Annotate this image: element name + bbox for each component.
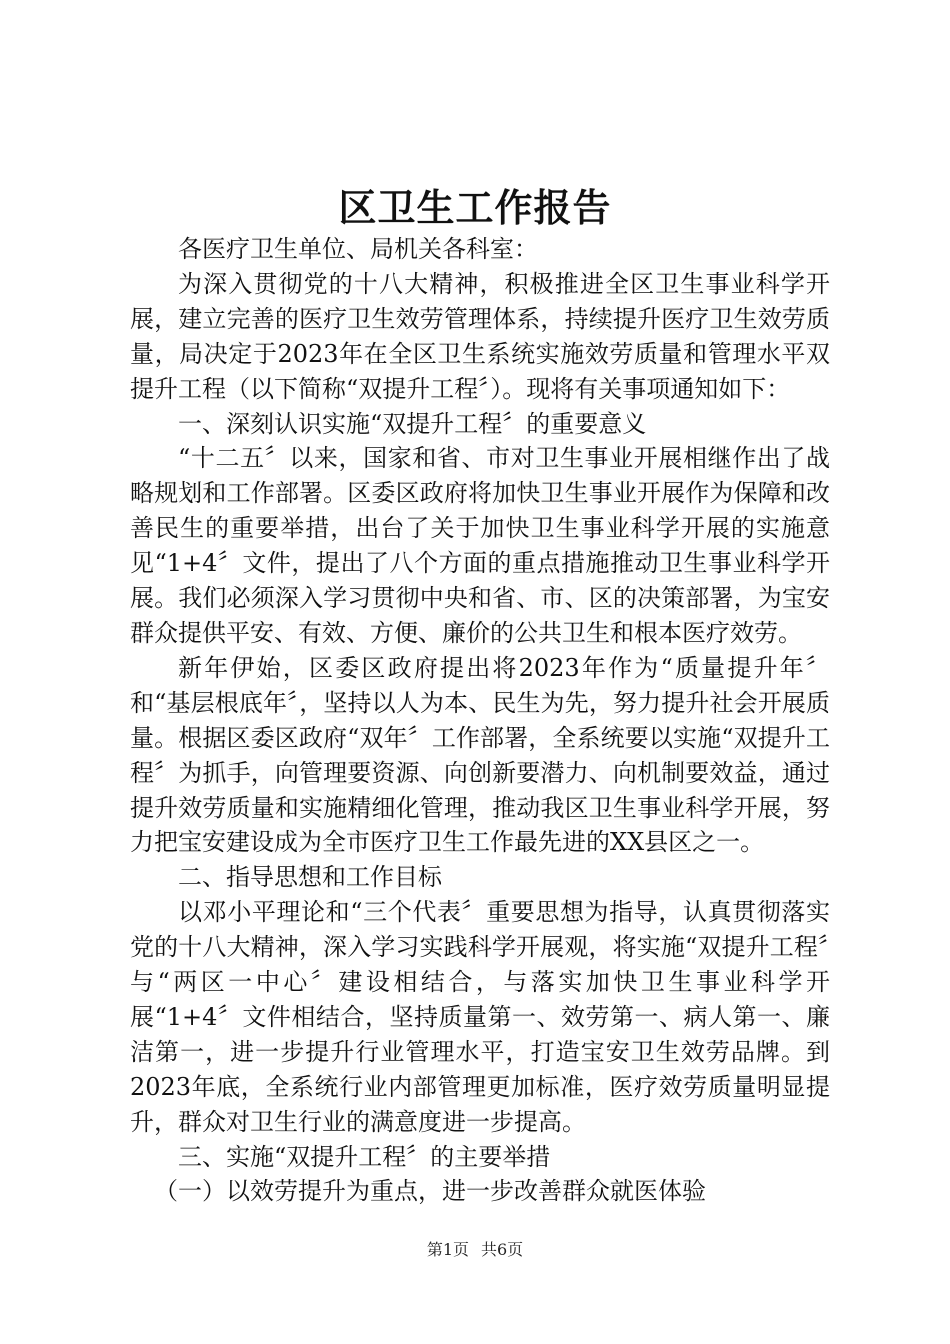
- subsection-heading-1: （一）以效劳提升为重点，进一步改善群众就医体验: [154, 1177, 706, 1206]
- section-heading-3: 三、实施“双提升工程〞的主要举措: [178, 1142, 551, 1171]
- section-2-paragraph-1: 以邓小平理论和“三个代表〞重要思想为指导，认真贯彻落实党的十八大精神，深入学习实践科学开展观，将实施“双提升工程〞与“两区一中心〞建设相结合，与落实加快卫生事业科学开展“1+4〞文件相结合，坚持质量第一、效劳第一、病人第一、廉洁第一，进一步提升行业管理水平，打造宝安卫生效劳品牌。到2023年底，全系统行业内部管理更加标准，医疗效劳质量明显提升，群众对卫生行业的满意度进一步提高。: [130, 898, 830, 1136]
- intro-paragraph: 为深入贯彻党的十八大精神，积极推进全区卫生事业科学开展，建立完善的医疗卫生效劳管理体系，持续提升医疗卫生效劳质量，局决定于2023年在全区卫生系统实施效劳质量和管理水平双提升工程（以下简称“双提升工程〞）。现将有关事项通知如下：: [130, 269, 830, 403]
- page-total: 共6页: [481, 1240, 524, 1259]
- salutation: 各医疗卫生单位、局机关各科室：: [178, 235, 538, 263]
- document-title: 区卫生工作报告: [338, 185, 612, 230]
- page-number: 第1页: [426, 1240, 469, 1259]
- section-heading-2: 二、指导思想和工作目标: [178, 863, 442, 892]
- section-1-paragraph-2: 新年伊始，区委区政府提出将2023年作为“质量提升年〞和“基层根底年〞，坚持以人为本、民生为先，努力提升社会开展质量。根据区委区政府“双年〞工作部署，全系统要以实施“双提升工程〞为抓手，向管理要资源、向创新要潜力、向机制要效益，通过提升效劳质量和实施精细化管理，推动我区卫生事业科学开展，努力把宝安建设成为全市医疗卫生工作最先进的XX县区之一。: [130, 653, 830, 857]
- document-body: [130, 232, 830, 1209]
- section-heading-1: 一、深刻认识实施“双提升工程〞的重要意义: [178, 409, 647, 438]
- section-1-paragraph-1: “十二五〞以来，国家和省、市对卫生事业开展相继作出了战略规划和工作部署。区委区政府将加快卫生事业开展作为保障和改善民生的重要举措，出台了关于加快卫生事业科学开展的实施意见“1+4〞文件，提出了八个方面的重点措施推动卫生事业科学开展。我们必须深入学习贯彻中央和省、市、区的决策部署，为宝安群众提供平安、有效、方便、廉价的公共卫生和根本医疗效劳。: [130, 444, 830, 647]
- page-footer: [0, 1240, 950, 1260]
